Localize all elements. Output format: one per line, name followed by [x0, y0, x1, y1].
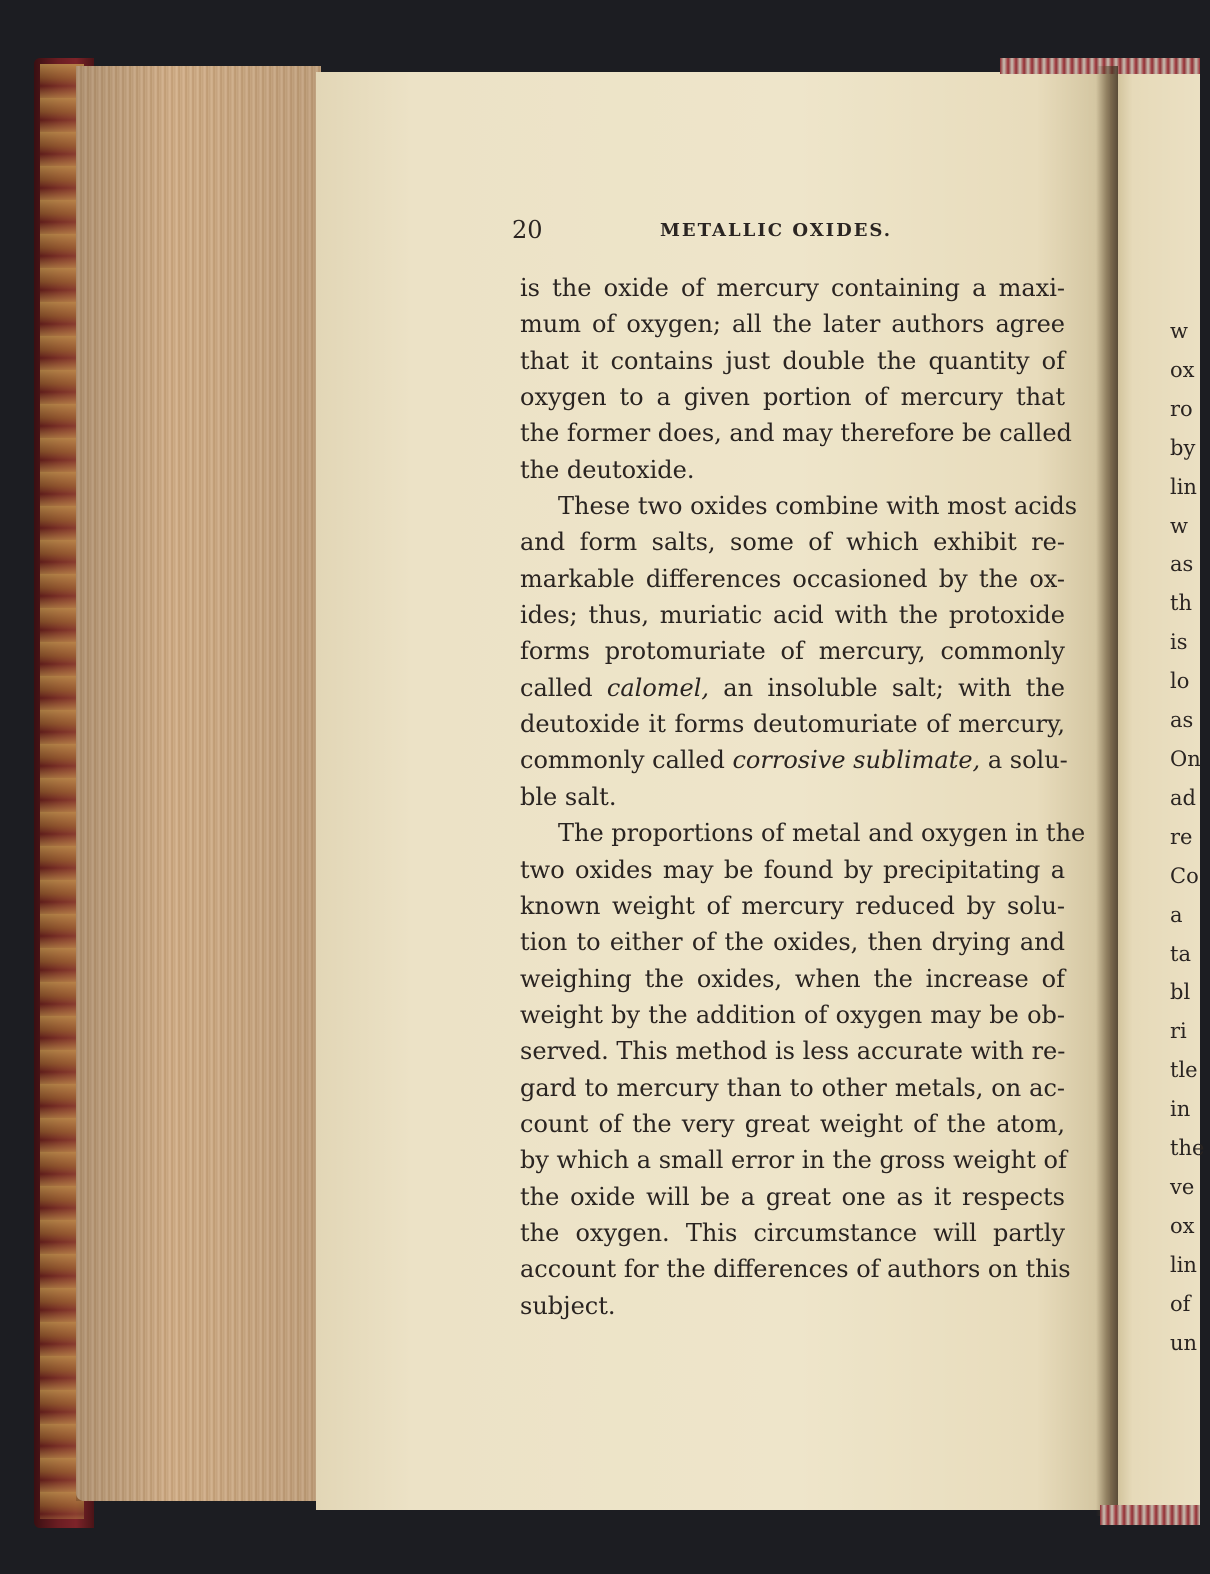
book-gutter: [1096, 66, 1118, 1516]
facing-page-fragment: tle: [1170, 1058, 1198, 1083]
facing-page-fragment: ad: [1170, 785, 1196, 810]
facing-page-fragment: re: [1170, 824, 1193, 849]
facing-page-fragment: of: [1170, 1291, 1191, 1316]
page-number: 20: [512, 216, 543, 244]
text-line: two oxides may be found by precipitating a: [520, 855, 1065, 884]
facing-page-fragment: lo: [1170, 669, 1190, 694]
facing-page-text: [1170, 312, 1210, 1362]
text-line: and form salts, some of which exhibit re-: [520, 528, 1065, 557]
facing-page-fragment: ox: [1170, 1213, 1195, 1238]
facing-page-fragment: ve: [1170, 1174, 1195, 1199]
text-line: oxygen to a given portion of mercury that: [520, 383, 1065, 412]
facing-page-fragment: a: [1170, 902, 1183, 927]
text-line: tion to either of the oxides, then drying and: [520, 928, 1065, 957]
facing-page-fragment: ri: [1170, 1019, 1187, 1044]
text-line: markable differences occasioned by the ox-: [520, 564, 1065, 593]
text-line: the former does, and may therefore be called: [520, 419, 1072, 448]
facing-page-fragment: as: [1170, 708, 1194, 733]
text-line: the deutoxide.: [520, 455, 695, 484]
page-header: [512, 216, 1032, 256]
facing-page-fragment: the: [1170, 1136, 1205, 1161]
text-line: weight by the addition of oxygen may be ob-: [520, 1000, 1065, 1029]
text-line: by which a small error in the gross weight of: [520, 1146, 1067, 1175]
text-line: gard to mercury than to other metals, on ac-: [520, 1073, 1065, 1102]
facing-page-fragment: bl: [1170, 980, 1191, 1005]
running-head: METALLIC OXIDES.: [660, 220, 893, 241]
text-line: These two oxides combine with most acids: [558, 492, 1078, 521]
text-line: is the oxide of mercury containing a maxi-: [520, 274, 1065, 302]
facing-page-fragment: ro: [1170, 396, 1193, 421]
text-line: ides; thus, muriatic acid with the protoxide: [520, 601, 1065, 630]
text-line: that it contains just double the quantity of: [520, 346, 1065, 375]
text-line: mum of oxygen; all the later authors agree: [520, 310, 1065, 339]
text-line: the oxide will be a great one as it respects: [520, 1182, 1065, 1211]
facing-page-fragment: w: [1170, 513, 1188, 538]
text-line: deutoxide it forms deutomuriate of mercury,: [520, 710, 1065, 739]
body-text: [520, 270, 1086, 1324]
text-line: count of the very great weight of the atom,: [520, 1109, 1065, 1138]
facing-page-fragment: by: [1170, 435, 1196, 460]
text-line: subject.: [520, 1291, 616, 1320]
fore-edge-shade: [76, 66, 321, 1501]
text-line: served. This method is less accurate with re-: [520, 1037, 1066, 1066]
text-line: weighing the oxides, when the increase of: [520, 964, 1065, 993]
facing-page-fragment: th: [1170, 591, 1192, 616]
text-line: known weight of mercury reduced by solu-: [520, 891, 1065, 920]
facing-page-fragment: as: [1170, 552, 1194, 577]
facing-page-fragment: On: [1170, 746, 1201, 771]
text-line: ble salt.: [520, 782, 617, 811]
facing-page-fragment: ta: [1170, 941, 1191, 966]
facing-page-fragment: w: [1170, 319, 1188, 343]
facing-page-fragment: in: [1170, 1097, 1191, 1122]
text-line: forms protomuriate of mercury, commonly: [520, 637, 1065, 666]
text-line: The proportions of metal and oxygen in the: [558, 819, 1086, 848]
text-line: commonly called corrosive sublimate, a solu-: [520, 746, 1068, 775]
facing-page-fragment: is: [1170, 630, 1188, 655]
facing-page-fragment: Co: [1170, 863, 1199, 888]
text-line: called calomel, an insoluble salt; with the: [520, 673, 1066, 702]
facing-page-fragment: lin: [1170, 474, 1197, 499]
text-line: account for the differences of authors on this: [520, 1255, 1071, 1284]
facing-page-fragment: ox: [1170, 357, 1195, 382]
right-binding-bottom: [1100, 1505, 1200, 1525]
facing-page-fragment: lin: [1170, 1252, 1197, 1277]
facing-page-fragment: un: [1170, 1330, 1198, 1355]
text-line: the oxygen. This circumstance will partly: [520, 1218, 1065, 1247]
